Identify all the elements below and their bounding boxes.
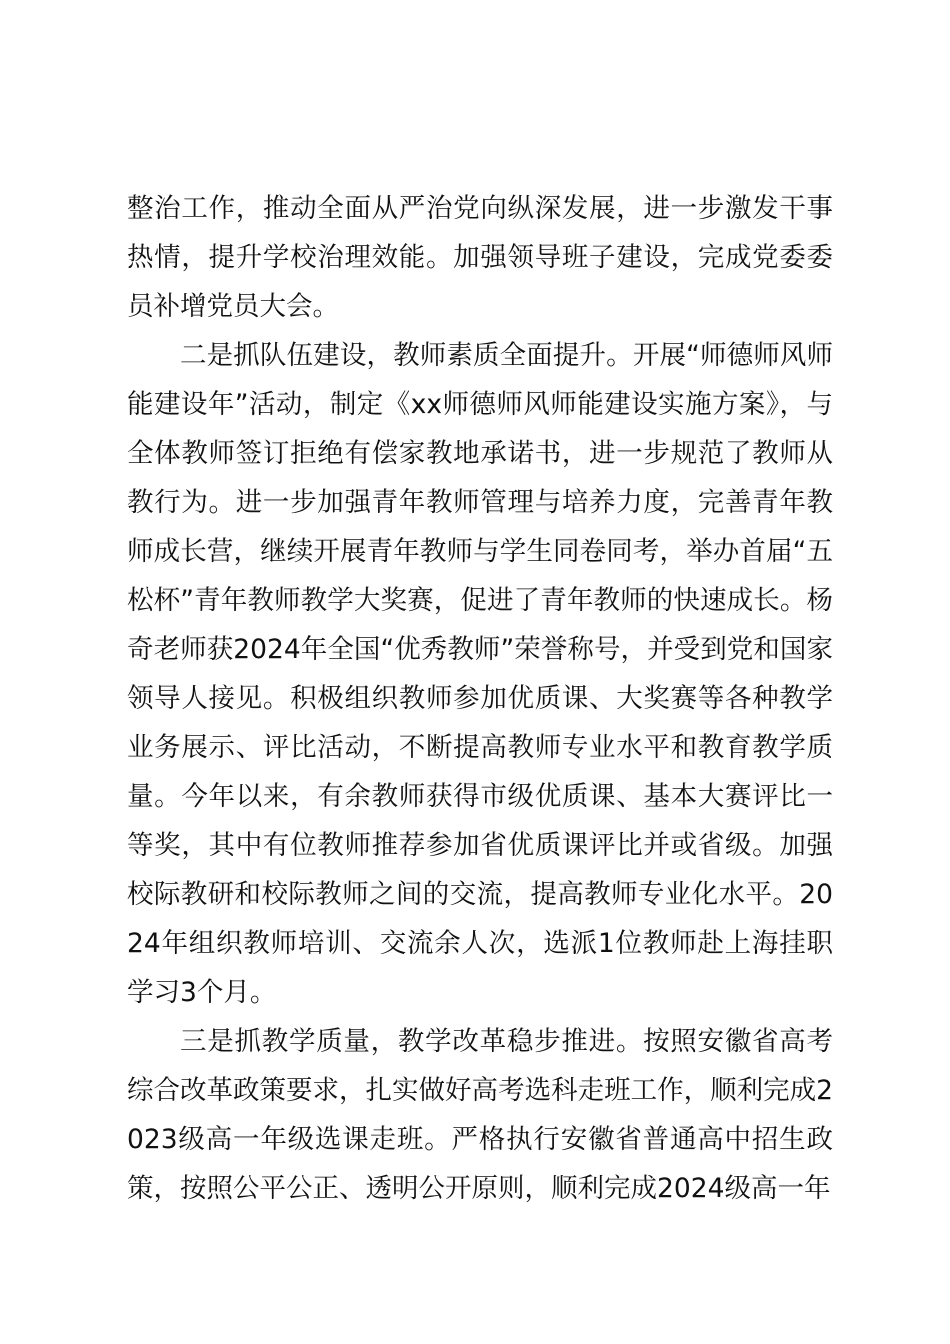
paragraph-3: 三是抓教学质量，教学改革稳步推进。按照安徽省高考综合改革政策要求，扎实做好高考选科走班工作，顺利完成2023级高一年级选课走班。严格执行安徽省普通高中招生政策，按照公平公正、透明公开原则，顺利完成2024级高一年 — [127, 1026, 833, 1204]
paragraph-2: 二是抓队伍建设，教师素质全面提升。开展“师德师风师能建设年”活动，制定《xx师德师风师能建设实施方案》，与全体教师签订拒绝有偿家教地承诺书，进一步规范了教师从教行为。进一步加强青年教师管理与培养力度，完善青年教师成长营，继续开展青年教师与学生同卷同考，举办首届“五松杯”青年教师教学大奖赛，促进了青年教师的快速成长。杨奇老师获2024年全国“优秀教师”荣誉称号，并受到党和国家领导人接见。积极组织教师参加优质课、大奖赛等各种教学业务展示、评比活动，不断提高教师专业水平和教育教学质量。今年以来，有余教师获得市级优质课、基本大赛评比一等奖，其中有位教师推荐参加省优质课评比并或省级。加强校际教研和校际教师之间的交流，提高教师专业化水平。2024年组织教师培训、交流余人次，选派1位教师赴上海挂职学习3个月。 — [127, 340, 833, 1008]
paragraph-1: 整治工作，推动全面从严治党向纵深发展，进一步激发干事热情，提升学校治理效能。加强领导班子建设，完成党委委员补增党员大会。 — [127, 193, 833, 322]
document-body — [127, 184, 833, 1213]
